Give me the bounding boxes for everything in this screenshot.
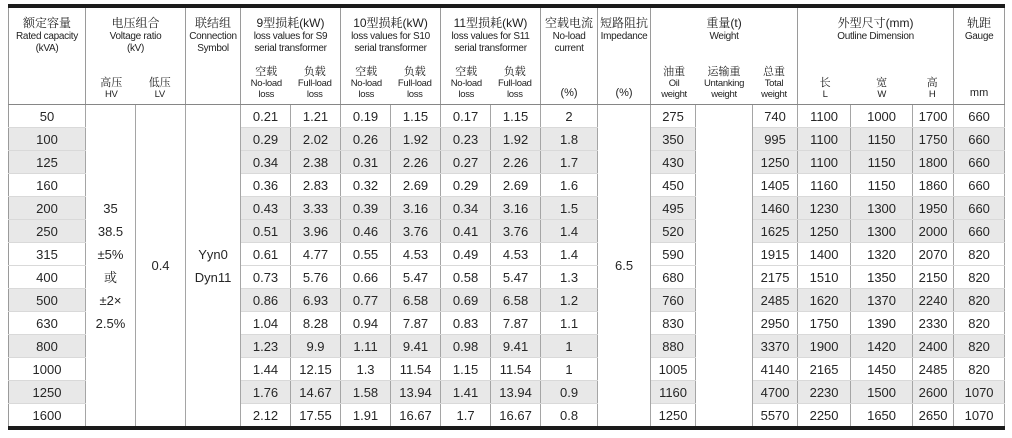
cell-impedance-merged: 6.5 bbox=[598, 105, 651, 429]
cell-length: 2230 bbox=[798, 381, 851, 404]
cell-s11-noload-loss: 0.23 bbox=[441, 128, 491, 151]
cell-s10-fullload-loss: 13.94 bbox=[391, 381, 441, 404]
cell-length: 1250 bbox=[798, 220, 851, 243]
cell-oil-weight: 350 bbox=[651, 128, 696, 151]
cell-lv-merged: 0.4 bbox=[136, 105, 186, 429]
cell-gauge: 820 bbox=[954, 335, 1005, 358]
cell-s9-noload-loss: 0.73 bbox=[241, 266, 291, 289]
cell-height: 1800 bbox=[913, 151, 954, 174]
cell-length: 1230 bbox=[798, 197, 851, 220]
cell-s9-noload-loss: 0.43 bbox=[241, 197, 291, 220]
cell-rated-capacity: 50 bbox=[9, 105, 86, 128]
s11-fullload-sublabel: 负载 Full-load loss bbox=[497, 66, 532, 100]
cell-total-weight: 1405 bbox=[753, 174, 798, 197]
cell-oil-weight: 1250 bbox=[651, 404, 696, 429]
header-row bbox=[9, 6, 1005, 105]
cell-oil-weight: 830 bbox=[651, 312, 696, 335]
cell-noload-current: 1.2 bbox=[541, 289, 598, 312]
cell-total-weight: 2485 bbox=[753, 289, 798, 312]
connection-label-en1: Connection bbox=[189, 31, 237, 42]
rated-capacity-label-en: Rated capacity bbox=[16, 31, 78, 42]
cell-s9-noload-loss: 1.76 bbox=[241, 381, 291, 404]
cell-noload-current: 1.4 bbox=[541, 243, 598, 266]
s9-loss-label-en2: serial transformer bbox=[254, 43, 327, 54]
cell-height: 1700 bbox=[913, 105, 954, 128]
cell-rated-capacity: 250 bbox=[9, 220, 86, 243]
cell-gauge: 660 bbox=[954, 197, 1005, 220]
cell-noload-current: 1.1 bbox=[541, 312, 598, 335]
untanking-weight-sublabel: 运输重 Untanking weight bbox=[704, 66, 745, 100]
cell-s9-noload-loss: 0.36 bbox=[241, 174, 291, 197]
cell-s10-noload-loss: 0.31 bbox=[341, 151, 391, 174]
cell-oil-weight: 520 bbox=[651, 220, 696, 243]
cell-oil-weight: 1160 bbox=[651, 381, 696, 404]
cell-s9-fullload-loss: 2.02 bbox=[291, 128, 341, 151]
cell-s10-noload-loss: 0.55 bbox=[341, 243, 391, 266]
dimension-label-zh: 外型尺寸(mm) bbox=[837, 16, 914, 30]
cell-width: 1500 bbox=[851, 381, 913, 404]
cell-rated-capacity: 400 bbox=[9, 266, 86, 289]
cell-rated-capacity: 1600 bbox=[9, 404, 86, 429]
cell-s11-noload-loss: 1.7 bbox=[441, 404, 491, 429]
cell-width: 1300 bbox=[851, 220, 913, 243]
cell-width: 1000 bbox=[851, 105, 913, 128]
cell-total-weight: 2175 bbox=[753, 266, 798, 289]
cell-s9-fullload-loss: 6.93 bbox=[291, 289, 341, 312]
cell-noload-current: 1.8 bbox=[541, 128, 598, 151]
cell-s10-noload-loss: 0.39 bbox=[341, 197, 391, 220]
cell-s9-fullload-loss: 4.77 bbox=[291, 243, 341, 266]
cell-s9-noload-loss: 2.12 bbox=[241, 404, 291, 429]
cell-gauge: 1070 bbox=[954, 381, 1005, 404]
cell-rated-capacity: 160 bbox=[9, 174, 86, 197]
cell-oil-weight: 1005 bbox=[651, 358, 696, 381]
cell-s9-fullload-loss: 12.15 bbox=[291, 358, 341, 381]
cell-s9-noload-loss: 0.29 bbox=[241, 128, 291, 151]
cell-width: 1320 bbox=[851, 243, 913, 266]
cell-length: 1100 bbox=[798, 128, 851, 151]
cell-height: 2000 bbox=[913, 220, 954, 243]
header-voltage-ratio bbox=[86, 6, 186, 105]
connection-label-en2: Symbol bbox=[197, 43, 229, 54]
cell-s11-fullload-loss: 13.94 bbox=[491, 381, 541, 404]
cell-s9-fullload-loss: 2.38 bbox=[291, 151, 341, 174]
cell-oil-weight: 880 bbox=[651, 335, 696, 358]
cell-noload-current: 2 bbox=[541, 105, 598, 128]
header-impedance bbox=[598, 6, 651, 105]
impedance-label-zh: 短路阻抗 bbox=[600, 16, 649, 30]
cell-length: 2165 bbox=[798, 358, 851, 381]
cell-oil-weight: 430 bbox=[651, 151, 696, 174]
cell-noload-current: 1.5 bbox=[541, 197, 598, 220]
cell-s10-noload-loss: 1.58 bbox=[341, 381, 391, 404]
header-outline-dimension bbox=[798, 6, 954, 105]
cell-s10-fullload-loss: 11.54 bbox=[391, 358, 441, 381]
cell-rated-capacity: 1250 bbox=[9, 381, 86, 404]
cell-s10-fullload-loss: 1.92 bbox=[391, 128, 441, 151]
weight-label-en: Weight bbox=[709, 31, 739, 42]
transformer-spec-table bbox=[8, 4, 1005, 430]
cell-s10-fullload-loss: 7.87 bbox=[391, 312, 441, 335]
cell-height: 2070 bbox=[913, 243, 954, 266]
cell-gauge: 820 bbox=[954, 243, 1005, 266]
cell-s9-fullload-loss: 1.21 bbox=[291, 105, 341, 128]
voltage-ratio-label-en: Voltage ratio bbox=[109, 31, 162, 42]
cell-s11-fullload-loss: 6.58 bbox=[491, 289, 541, 312]
cell-s11-noload-loss: 0.41 bbox=[441, 220, 491, 243]
cell-width: 1350 bbox=[851, 266, 913, 289]
cell-s10-fullload-loss: 9.41 bbox=[391, 335, 441, 358]
cell-gauge: 1070 bbox=[954, 404, 1005, 429]
cell-s11-noload-loss: 0.49 bbox=[441, 243, 491, 266]
header-rated-capacity bbox=[9, 6, 86, 105]
cell-s9-noload-loss: 1.44 bbox=[241, 358, 291, 381]
cell-oil-weight: 495 bbox=[651, 197, 696, 220]
header-weight bbox=[651, 6, 798, 105]
cell-width: 1420 bbox=[851, 335, 913, 358]
cell-gauge: 660 bbox=[954, 128, 1005, 151]
cell-total-weight: 4700 bbox=[753, 381, 798, 404]
cell-s11-fullload-loss: 3.16 bbox=[491, 197, 541, 220]
cell-oil-weight: 590 bbox=[651, 243, 696, 266]
s10-fullload-sublabel: 负载 Full-load loss bbox=[397, 66, 432, 100]
cell-rated-capacity: 500 bbox=[9, 289, 86, 312]
cell-width: 1370 bbox=[851, 289, 913, 312]
cell-s10-fullload-loss: 5.47 bbox=[391, 266, 441, 289]
cell-width: 1390 bbox=[851, 312, 913, 335]
cell-height: 1860 bbox=[913, 174, 954, 197]
cell-total-weight: 740 bbox=[753, 105, 798, 128]
cell-s9-fullload-loss: 9.9 bbox=[291, 335, 341, 358]
cell-length: 1400 bbox=[798, 243, 851, 266]
length-sublabel: 长 L bbox=[819, 76, 831, 100]
cell-s9-noload-loss: 1.23 bbox=[241, 335, 291, 358]
cell-s11-fullload-loss: 5.47 bbox=[491, 266, 541, 289]
cell-noload-current: 1.3 bbox=[541, 266, 598, 289]
cell-s9-fullload-loss: 3.33 bbox=[291, 197, 341, 220]
cell-length: 1750 bbox=[798, 312, 851, 335]
height-sublabel: 高 H bbox=[926, 76, 938, 100]
cell-s9-fullload-loss: 3.96 bbox=[291, 220, 341, 243]
cell-oil-weight: 450 bbox=[651, 174, 696, 197]
cell-s9-noload-loss: 0.21 bbox=[241, 105, 291, 128]
gauge-label-en: Gauge bbox=[964, 31, 994, 42]
cell-s9-noload-loss: 0.34 bbox=[241, 151, 291, 174]
header-connection-symbol bbox=[186, 6, 241, 105]
s9-loss-label-en1: loss values for S9 bbox=[253, 31, 328, 42]
cell-s10-fullload-loss: 2.26 bbox=[391, 151, 441, 174]
cell-s11-noload-loss: 0.98 bbox=[441, 335, 491, 358]
cell-height: 2150 bbox=[913, 266, 954, 289]
header-gauge bbox=[954, 6, 1005, 105]
voltage-ratio-unit: (kV) bbox=[126, 43, 145, 54]
cell-gauge: 660 bbox=[954, 105, 1005, 128]
cell-s9-noload-loss: 0.86 bbox=[241, 289, 291, 312]
cell-noload-current: 1.7 bbox=[541, 151, 598, 174]
cell-height: 2485 bbox=[913, 358, 954, 381]
s11-loss-label-zh: 11型损耗(kW) bbox=[453, 16, 528, 30]
s10-noload-sublabel: 空载 No-load loss bbox=[350, 66, 382, 100]
cell-s11-fullload-loss: 11.54 bbox=[491, 358, 541, 381]
cell-length: 1160 bbox=[798, 174, 851, 197]
header-s10-loss bbox=[341, 6, 441, 105]
cell-s9-fullload-loss: 17.55 bbox=[291, 404, 341, 429]
cell-s11-fullload-loss: 2.26 bbox=[491, 151, 541, 174]
cell-width: 1150 bbox=[851, 151, 913, 174]
cell-rated-capacity: 100 bbox=[9, 128, 86, 151]
cell-s11-fullload-loss: 7.87 bbox=[491, 312, 541, 335]
gauge-unit: mm bbox=[969, 87, 989, 99]
cell-s11-noload-loss: 1.15 bbox=[441, 358, 491, 381]
cell-s11-noload-loss: 1.41 bbox=[441, 381, 491, 404]
cell-s9-noload-loss: 0.51 bbox=[241, 220, 291, 243]
cell-length: 1510 bbox=[798, 266, 851, 289]
cell-s11-noload-loss: 0.17 bbox=[441, 105, 491, 128]
width-sublabel: 宽 W bbox=[876, 76, 888, 100]
cell-length: 1100 bbox=[798, 151, 851, 174]
s10-loss-label-en2: serial transformer bbox=[354, 43, 427, 54]
impedance-unit: (%) bbox=[615, 87, 633, 99]
cell-hv-merged: 35 38.5 ±5% 或 ±2× 2.5% bbox=[86, 105, 136, 429]
cell-noload-current: 0.8 bbox=[541, 404, 598, 429]
s9-loss-label-zh: 9型损耗(kW) bbox=[256, 16, 325, 30]
cell-s9-fullload-loss: 2.83 bbox=[291, 174, 341, 197]
cell-s11-fullload-loss: 4.53 bbox=[491, 243, 541, 266]
cell-s10-noload-loss: 0.94 bbox=[341, 312, 391, 335]
cell-s11-fullload-loss: 9.41 bbox=[491, 335, 541, 358]
cell-height: 1750 bbox=[913, 128, 954, 151]
dimension-label-en: Outline Dimension bbox=[837, 31, 914, 42]
cell-height: 2330 bbox=[913, 312, 954, 335]
cell-height: 2400 bbox=[913, 335, 954, 358]
cell-s9-fullload-loss: 5.76 bbox=[291, 266, 341, 289]
weight-label-zh: 重量(t) bbox=[706, 16, 742, 30]
cell-connection-merged: Yyn0 Dyn11 bbox=[186, 105, 241, 429]
rated-capacity-label-zh: 额定容量 bbox=[22, 16, 71, 30]
cell-gauge: 820 bbox=[954, 358, 1005, 381]
cell-s10-fullload-loss: 4.53 bbox=[391, 243, 441, 266]
cell-width: 1450 bbox=[851, 358, 913, 381]
cell-gauge: 820 bbox=[954, 289, 1005, 312]
cell-oil-weight: 680 bbox=[651, 266, 696, 289]
cell-total-weight: 2950 bbox=[753, 312, 798, 335]
s11-loss-label-en1: loss values for S11 bbox=[451, 31, 530, 42]
cell-s10-fullload-loss: 2.69 bbox=[391, 174, 441, 197]
cell-total-weight: 5570 bbox=[753, 404, 798, 429]
cell-s10-fullload-loss: 16.67 bbox=[391, 404, 441, 429]
cell-height: 2600 bbox=[913, 381, 954, 404]
cell-width: 1300 bbox=[851, 197, 913, 220]
cell-oil-weight: 760 bbox=[651, 289, 696, 312]
cell-height: 1950 bbox=[913, 197, 954, 220]
cell-gauge: 820 bbox=[954, 266, 1005, 289]
cell-s10-noload-loss: 0.66 bbox=[341, 266, 391, 289]
header-s11-loss bbox=[441, 6, 541, 105]
cell-total-weight: 1625 bbox=[753, 220, 798, 243]
rated-capacity-unit: (kVA) bbox=[35, 43, 59, 54]
cell-rated-capacity: 125 bbox=[9, 151, 86, 174]
s9-fullload-sublabel: 负载 Full-load loss bbox=[297, 66, 332, 100]
gauge-label-zh: 轨距 bbox=[967, 16, 992, 30]
cell-gauge: 820 bbox=[954, 312, 1005, 335]
cell-s10-noload-loss: 1.11 bbox=[341, 335, 391, 358]
cell-s9-fullload-loss: 14.67 bbox=[291, 381, 341, 404]
cell-s11-noload-loss: 0.29 bbox=[441, 174, 491, 197]
cell-total-weight: 995 bbox=[753, 128, 798, 151]
cell-s11-fullload-loss: 3.76 bbox=[491, 220, 541, 243]
cell-s11-fullload-loss: 1.15 bbox=[491, 105, 541, 128]
cell-gauge: 660 bbox=[954, 174, 1005, 197]
cell-s11-noload-loss: 0.58 bbox=[441, 266, 491, 289]
cell-total-weight: 3370 bbox=[753, 335, 798, 358]
cell-untanking-weight-merged bbox=[696, 105, 753, 429]
cell-length: 1900 bbox=[798, 335, 851, 358]
s11-noload-sublabel: 空载 No-load loss bbox=[450, 66, 482, 100]
cell-noload-current: 1 bbox=[541, 358, 598, 381]
cell-s11-noload-loss: 0.27 bbox=[441, 151, 491, 174]
cell-length: 1620 bbox=[798, 289, 851, 312]
cell-rated-capacity: 315 bbox=[9, 243, 86, 266]
cell-gauge: 660 bbox=[954, 220, 1005, 243]
noload-current-label-zh: 空载电流 bbox=[545, 16, 594, 30]
impedance-label-en: Impedance bbox=[600, 31, 648, 42]
connection-label-zh: 联结组 bbox=[195, 16, 232, 30]
cell-oil-weight: 275 bbox=[651, 105, 696, 128]
cell-s10-noload-loss: 0.19 bbox=[341, 105, 391, 128]
cell-total-weight: 1460 bbox=[753, 197, 798, 220]
cell-noload-current: 1.4 bbox=[541, 220, 598, 243]
table-row bbox=[9, 105, 1005, 128]
cell-gauge: 660 bbox=[954, 151, 1005, 174]
cell-s11-fullload-loss: 1.92 bbox=[491, 128, 541, 151]
cell-s11-noload-loss: 0.69 bbox=[441, 289, 491, 312]
cell-width: 1150 bbox=[851, 174, 913, 197]
cell-rated-capacity: 630 bbox=[9, 312, 86, 335]
s10-loss-label-en1: loss values for S10 bbox=[351, 31, 430, 42]
header-s9-loss bbox=[241, 6, 341, 105]
cell-s10-noload-loss: 0.77 bbox=[341, 289, 391, 312]
oil-weight-sublabel: 油重 Oil weight bbox=[661, 66, 687, 100]
cell-s10-noload-loss: 1.91 bbox=[341, 404, 391, 429]
lv-sublabel: 低压 LV bbox=[148, 76, 171, 100]
cell-rated-capacity: 800 bbox=[9, 335, 86, 358]
cell-s10-fullload-loss: 3.76 bbox=[391, 220, 441, 243]
noload-current-label-en2: current bbox=[554, 43, 584, 54]
header-noload-current bbox=[541, 6, 598, 105]
cell-rated-capacity: 200 bbox=[9, 197, 86, 220]
cell-total-weight: 1915 bbox=[753, 243, 798, 266]
cell-noload-current: 0.9 bbox=[541, 381, 598, 404]
cell-length: 1100 bbox=[798, 105, 851, 128]
cell-length: 2250 bbox=[798, 404, 851, 429]
cell-s9-noload-loss: 0.61 bbox=[241, 243, 291, 266]
cell-total-weight: 4140 bbox=[753, 358, 798, 381]
cell-s10-fullload-loss: 3.16 bbox=[391, 197, 441, 220]
cell-width: 1150 bbox=[851, 128, 913, 151]
cell-s11-noload-loss: 0.34 bbox=[441, 197, 491, 220]
cell-rated-capacity: 1000 bbox=[9, 358, 86, 381]
cell-height: 2650 bbox=[913, 404, 954, 429]
hv-sublabel: 高压 HV bbox=[100, 76, 123, 100]
cell-noload-current: 1 bbox=[541, 335, 598, 358]
cell-s11-fullload-loss: 2.69 bbox=[491, 174, 541, 197]
cell-s9-fullload-loss: 8.28 bbox=[291, 312, 341, 335]
cell-noload-current: 1.6 bbox=[541, 174, 598, 197]
cell-s11-noload-loss: 0.83 bbox=[441, 312, 491, 335]
cell-s10-noload-loss: 0.26 bbox=[341, 128, 391, 151]
cell-s10-noload-loss: 0.32 bbox=[341, 174, 391, 197]
voltage-ratio-label-zh: 电压组合 bbox=[111, 16, 160, 30]
cell-s11-fullload-loss: 16.67 bbox=[491, 404, 541, 429]
cell-s10-noload-loss: 0.46 bbox=[341, 220, 391, 243]
cell-height: 2240 bbox=[913, 289, 954, 312]
noload-current-label-en1: No-load bbox=[552, 31, 586, 42]
noload-current-unit: (%) bbox=[560, 87, 578, 99]
cell-s9-noload-loss: 1.04 bbox=[241, 312, 291, 335]
s9-noload-sublabel: 空载 No-load loss bbox=[250, 66, 282, 100]
cell-s10-noload-loss: 1.3 bbox=[341, 358, 391, 381]
cell-width: 1650 bbox=[851, 404, 913, 429]
cell-s10-fullload-loss: 1.15 bbox=[391, 105, 441, 128]
cell-s10-fullload-loss: 6.58 bbox=[391, 289, 441, 312]
cell-total-weight: 1250 bbox=[753, 151, 798, 174]
s11-loss-label-en2: serial transformer bbox=[454, 43, 527, 54]
total-weight-sublabel: 总重 Total weight bbox=[761, 66, 787, 100]
s10-loss-label-zh: 10型损耗(kW) bbox=[353, 16, 428, 30]
